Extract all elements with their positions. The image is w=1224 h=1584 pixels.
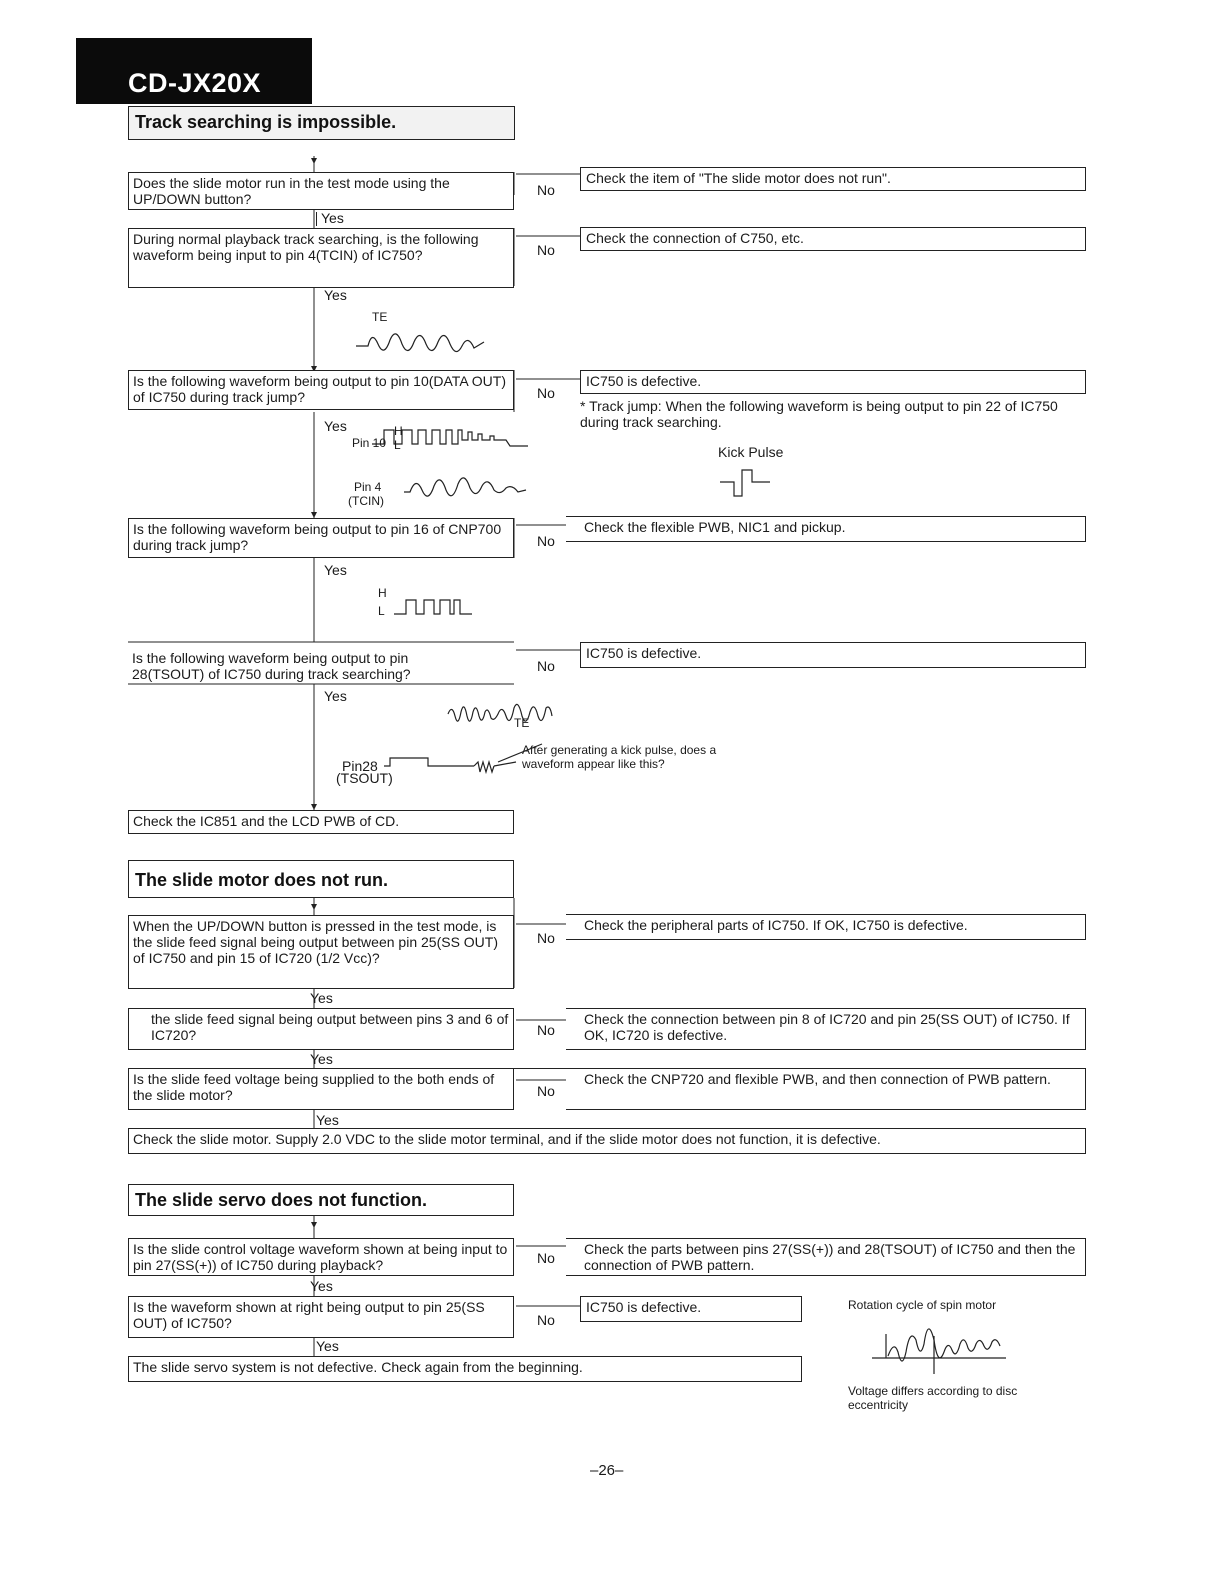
wave-h-label: H	[378, 586, 387, 600]
final-text: Check the IC851 and the LCD PWB of CD.	[133, 813, 400, 829]
question-text: Is the slide feed voltage being supplied to the both ends of the slide motor?	[133, 1071, 495, 1103]
no-label: No	[537, 658, 555, 674]
question-text: Is the slide control voltage waveform shown at being input to pin 27(SS(+)) of IC750 during playback?	[133, 1241, 508, 1273]
pin28-label: Pin28	[342, 758, 378, 774]
question-cnp700-waveform	[128, 518, 514, 558]
no-label: No	[537, 1250, 555, 1266]
question-text: Is the following waveform being output to pin 10(DATA OUT) of IC750 during track jump?	[133, 373, 506, 405]
wave-l-label: L	[394, 438, 401, 452]
voltage-differs-note: Voltage differs according to disc eccentricity	[848, 1384, 1018, 1412]
track-jump-note: * Track jump: When the following waveform is being output to pin 22 of IC750 during track searching.	[580, 398, 1058, 430]
final-text: Check the slide motor. Supply 2.0 VDC to the slide motor terminal, and if the slide motor does not function, it is defective.	[133, 1131, 881, 1147]
answer-ic750-defective	[580, 370, 1086, 394]
model-header: CD-JX20X	[76, 38, 312, 104]
no-label: No	[537, 242, 555, 258]
yes-label: Yes	[316, 1338, 339, 1354]
section-title-track-searching: Track searching is impossible.	[128, 106, 515, 140]
question-text: When the UP/DOWN button is pressed in the test mode, is the slide feed signal being output between pin 25(SS OUT) of IC750 and pin 15 of IC720 (1/2 Vcc)?	[133, 918, 499, 966]
no-label: No	[537, 182, 555, 198]
answer-text: Check the item of "The slide motor does not run".	[586, 170, 891, 186]
answer-check-cnp720	[566, 1068, 1086, 1110]
yes-label: Yes	[310, 1051, 333, 1067]
kick-pulse-label: Kick Pulse	[718, 444, 784, 460]
wave-h-label: H	[394, 424, 403, 438]
question-ss-out-waveform	[128, 1296, 514, 1338]
no-label: No	[537, 533, 555, 549]
question-slide-control-voltage	[128, 1238, 514, 1276]
answer-text: Check the connection of C750, etc.	[586, 230, 804, 246]
pin4-label: Pin 4	[354, 480, 382, 494]
yes-label: Yes	[324, 688, 347, 704]
answer-text: Check the peripheral parts of IC750. If OK, IC750 is defective.	[584, 917, 968, 933]
tcin-label: (TCIN)	[348, 494, 384, 508]
question-data-out-waveform	[128, 370, 514, 410]
question-slide-feed-signal	[128, 915, 514, 989]
question-slide-feed-voltage	[128, 1068, 514, 1110]
question-text: Is the waveform shown at right being output to pin 25(SS OUT) of IC750?	[133, 1299, 485, 1331]
question-text: the slide feed signal being output between pins 3 and 6 of IC720?	[151, 1011, 509, 1043]
tsout-label: (TSOUT)	[336, 770, 393, 786]
yes-label: Yes	[310, 990, 333, 1006]
no-label: No	[537, 930, 555, 946]
waveform-label-te: TE	[514, 716, 530, 730]
answer-check-slide-motor-item	[580, 167, 1086, 191]
yes-text: Yes	[321, 210, 344, 226]
answer-ic750-defective-2	[580, 642, 1086, 668]
answer-check-flexible-pwb	[566, 516, 1086, 542]
rotation-cycle-label: Rotation cycle of spin motor	[848, 1298, 997, 1312]
question-text: Does the slide motor run in the test mode using the UP/DOWN button?	[133, 175, 450, 207]
no-label: No	[537, 1022, 555, 1038]
answer-ic750-defective-3	[580, 1296, 802, 1322]
section-title-slide-motor: The slide motor does not run.	[128, 860, 514, 898]
divider	[128, 209, 514, 210]
section-title-slide-servo: The slide servo does not function.	[128, 1184, 514, 1216]
after-kick-note: After generating a kick pulse, does a waveform appear like this?	[522, 743, 717, 771]
question-text: Is the following waveform being output to pin 16 of CNP700 during track jump?	[133, 521, 502, 553]
waveform-label-te: TE	[372, 310, 388, 324]
yes-label: Yes	[310, 1278, 333, 1294]
question-slide-motor-test-mode	[128, 172, 514, 210]
no-label: No	[537, 385, 555, 401]
yes-label: Yes	[324, 287, 347, 303]
page-number: –26–	[590, 1462, 624, 1479]
wave-l-label: L	[378, 604, 385, 618]
answer-text: Check the connection between pin 8 of IC720 and pin 25(SS OUT) of IC750. If OK, IC720 is defective.	[584, 1011, 1070, 1043]
final-check-slide-motor	[128, 1128, 1086, 1154]
no-label: No	[537, 1312, 555, 1328]
no-label: No	[537, 1083, 555, 1099]
answer-text: Check the flexible PWB, NIC1 and pickup.	[584, 519, 846, 535]
yes-label: Yes	[324, 562, 347, 578]
final-slide-servo-ok	[128, 1356, 802, 1382]
final-check-ic851	[128, 810, 514, 834]
answer-peripheral-parts	[566, 914, 1086, 940]
yes-label: Yes	[324, 418, 347, 434]
answer-connection-ic720	[566, 1008, 1086, 1050]
question-tsout-waveform: Is the following waveform being output to pin 28(TSOUT) of IC750 during track searching?	[132, 650, 411, 682]
question-tcin-waveform	[128, 228, 514, 288]
question-ic720-pins	[128, 1008, 514, 1050]
yes-label	[316, 210, 344, 226]
pin10-label: Pin 10	[352, 436, 387, 450]
answer-text: IC750 is defective.	[586, 373, 702, 389]
answer-text: IC750 is defective.	[586, 1299, 702, 1315]
answer-check-parts-pins	[566, 1238, 1086, 1276]
question-text: During normal playback track searching, is the following waveform being input to pin 4(TCIN) of IC750?	[133, 231, 479, 263]
answer-check-c750	[580, 227, 1086, 251]
final-text: The slide servo system is not defective. Check again from the beginning.	[133, 1359, 583, 1375]
yes-label: Yes	[316, 1112, 339, 1128]
answer-text: Check the parts between pins 27(SS(+)) and 28(TSOUT) of IC750 and then the connection of PWB pattern.	[584, 1241, 1076, 1273]
answer-text: IC750 is defective.	[586, 645, 702, 661]
answer-text: Check the CNP720 and flexible PWB, and then connection of PWB pattern.	[584, 1071, 1051, 1087]
